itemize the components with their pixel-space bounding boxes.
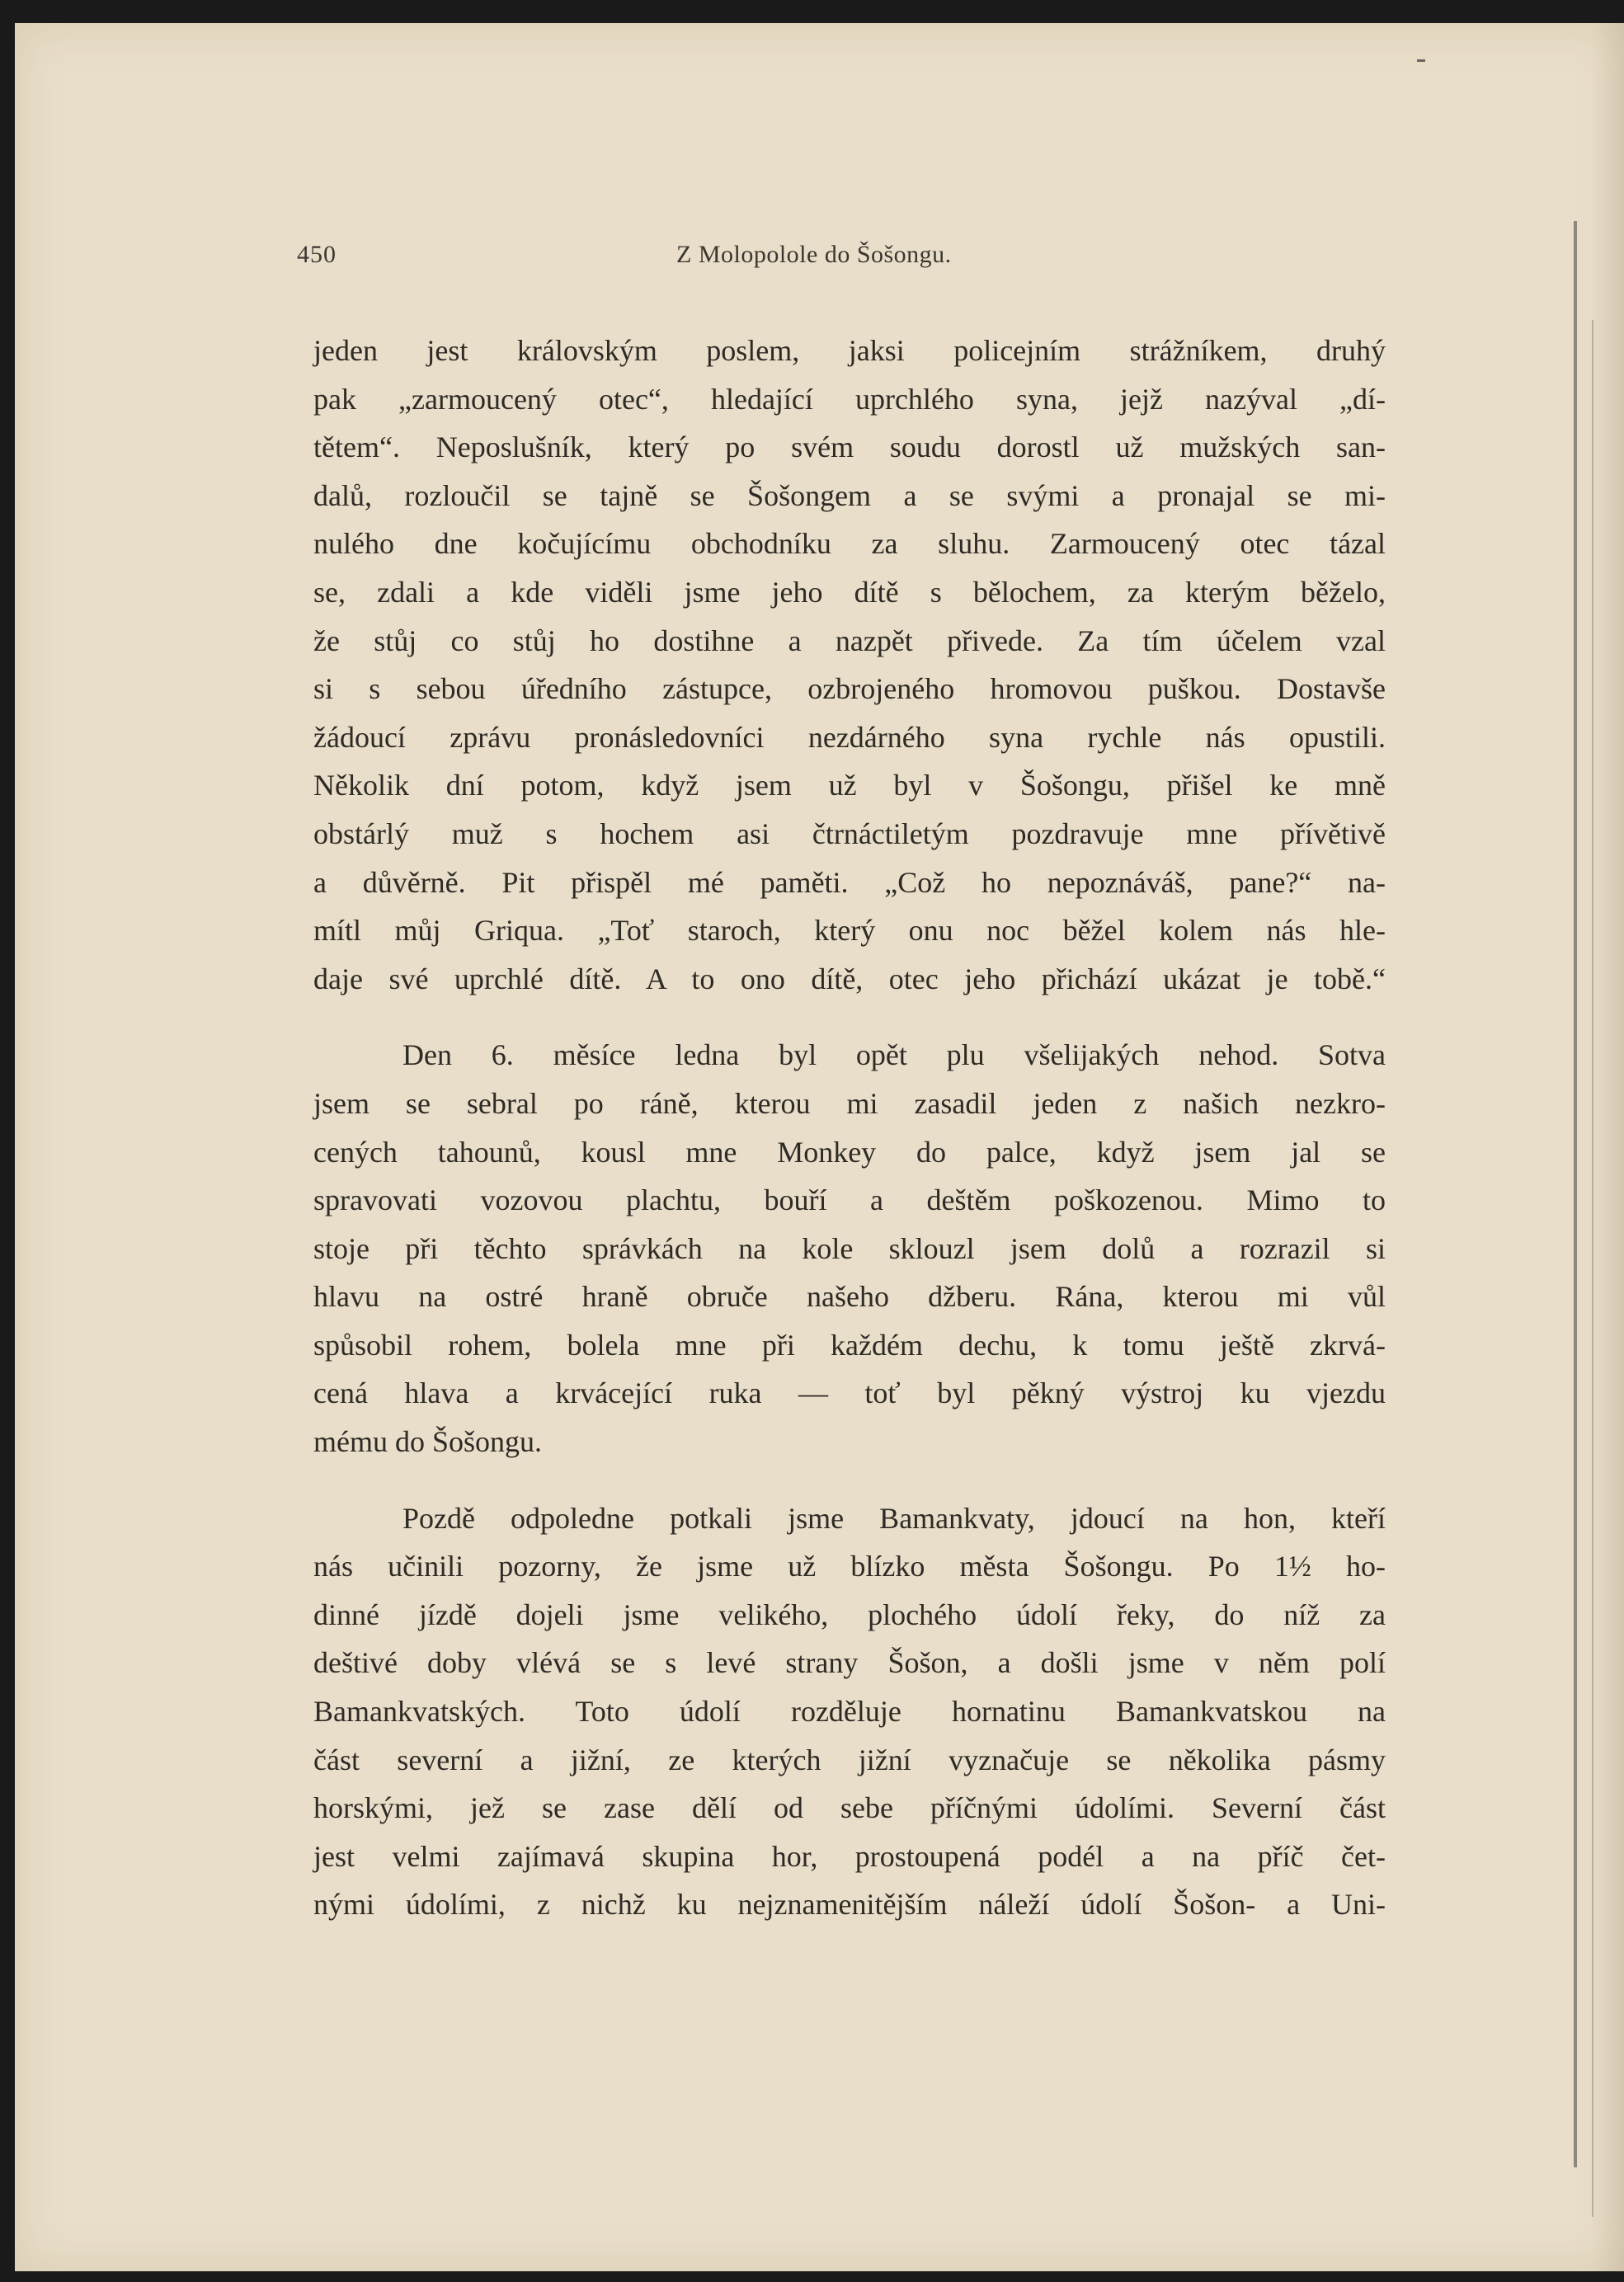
text-line: jsem se sebral po ráně, kterou mi zasadil jeden z našich nezkro-: [313, 1086, 1386, 1120]
running-title: Z Molopolole do Šošongu.: [676, 241, 952, 268]
text-line: hlavu na ostré hraně obruče našeho džberu. Rána, kterou mi vůl: [313, 1280, 1386, 1314]
text-line: stoje při těchto správkách na kole sklouzl jsem dolů a rozrazil si: [313, 1231, 1386, 1265]
text-line: pak „zarmoucený otec“, hledající uprchlého syna, jejž nazýval „dí-: [313, 382, 1386, 416]
text-line: Pozdě odpoledne potkali jsme Bamankvaty, jdoucí na hon, kteří: [402, 1501, 1386, 1535]
text-line: žádoucí zprávu pronásledovníci nezdárného syna rychle nás opustili.: [313, 720, 1386, 754]
body-text: [313, 327, 1386, 1929]
paragraph-gap: [313, 1466, 1386, 1494]
text-line: Několik dní potom, když jsem už byl v Šošongu, přišel ke mně: [313, 769, 1386, 802]
text-line: si s sebou úředního zástupce, ozbrojeného hromovou puškou. Dostavše: [313, 672, 1386, 706]
paragraph-gap: [313, 1003, 1386, 1031]
scan-mark: [1417, 59, 1425, 62]
paragraph-2: [313, 1031, 1386, 1466]
text-line: nás učinili pozorny, že jsme už blízko města Šošongu. Po 1½ ho-: [313, 1550, 1386, 1583]
text-line: nulého dne kočujícímu obchodníku za sluhu. Zarmoucený otec tázal: [313, 527, 1386, 561]
text-line: mému do Šošongu.: [313, 1425, 543, 1459]
text-line: dalů, rozloučil se tajně se Šošongem a se svými a pronajal se mi-: [313, 478, 1386, 512]
page-number: 450: [297, 241, 337, 268]
page-header: [297, 241, 1386, 282]
text-line: cených tahounů, kousl mne Monkey do palce, když jsem jal se: [313, 1135, 1386, 1169]
text-line: že stůj co stůj ho dostihne a nazpět přivede. Za tím účelem vzal: [313, 623, 1386, 657]
text-line: dinné jízdě dojeli jsme velikého, plochého údolí řeky, do níž za: [313, 1597, 1386, 1631]
text-line: spravovati vozovou plachtu, bouří a deštěm poškozenou. Mimo to: [313, 1183, 1386, 1217]
text-line: obstárlý muž s hochem asi čtrnáctiletým pozdravuje mne přívětivě: [313, 816, 1386, 850]
text-line: a důvěrně. Pit přispěl mé paměti. „Což ho nepoznáváš, pane?“ na-: [313, 865, 1386, 899]
binding-line-secondary: [1592, 320, 1593, 2217]
text-line: Bamankvatských. Toto údolí rozděluje hornatinu Bamankvatskou na: [313, 1695, 1386, 1729]
text-line: se, zdali a kde viděli jsme jeho dítě s bělochem, za kterým běželo,: [313, 575, 1386, 609]
page-edge-shadow: [1591, 23, 1624, 2271]
text-line: mítl můj Griqua. „Toť staroch, který onu noc běžel kolem nás hle-: [313, 914, 1386, 948]
text-line: daje své uprchlé dítě. A to ono dítě, otec jeho přichází ukázat je tobě.“: [313, 962, 1386, 995]
paragraph-3: [313, 1494, 1386, 1929]
text-line: spůsobil rohem, bolela mne při každém dechu, k tomu ještě zkrvá-: [313, 1328, 1386, 1362]
text-line: tětem“. Neposlušník, který po svém soudu dorostl už mužských san-: [313, 431, 1386, 464]
text-line: jest velmi zajímavá skupina hor, prostoupená podél a na příč čet-: [313, 1839, 1386, 1873]
text-line: nými údolími, z nichž ku nejznamenitějším náleží údolí Šošon- a Uni-: [313, 1888, 1386, 1922]
binding-line: [1574, 221, 1577, 2167]
text-line: část severní a jižní, ze kterých jižní vyznačuje se několika pásmy: [313, 1743, 1386, 1776]
text-line: horskými, jež se zase dělí od sebe příčnými údolími. Severní část: [313, 1791, 1386, 1825]
text-line: cená hlava a krvácející ruka — toť byl pěkný výstroj ku vjezdu: [313, 1376, 1386, 1410]
paragraph-1: [313, 327, 1386, 1003]
text-line: Den 6. měsíce ledna byl opět plu všelijakých nehod. Sotva: [402, 1038, 1386, 1072]
text-line: jeden jest královským poslem, jaksi policejním strážníkem, druhý: [313, 334, 1386, 367]
text-line: deštivé doby vlévá se s levé strany Šošon, a došli jsme v něm polí: [313, 1646, 1386, 1680]
